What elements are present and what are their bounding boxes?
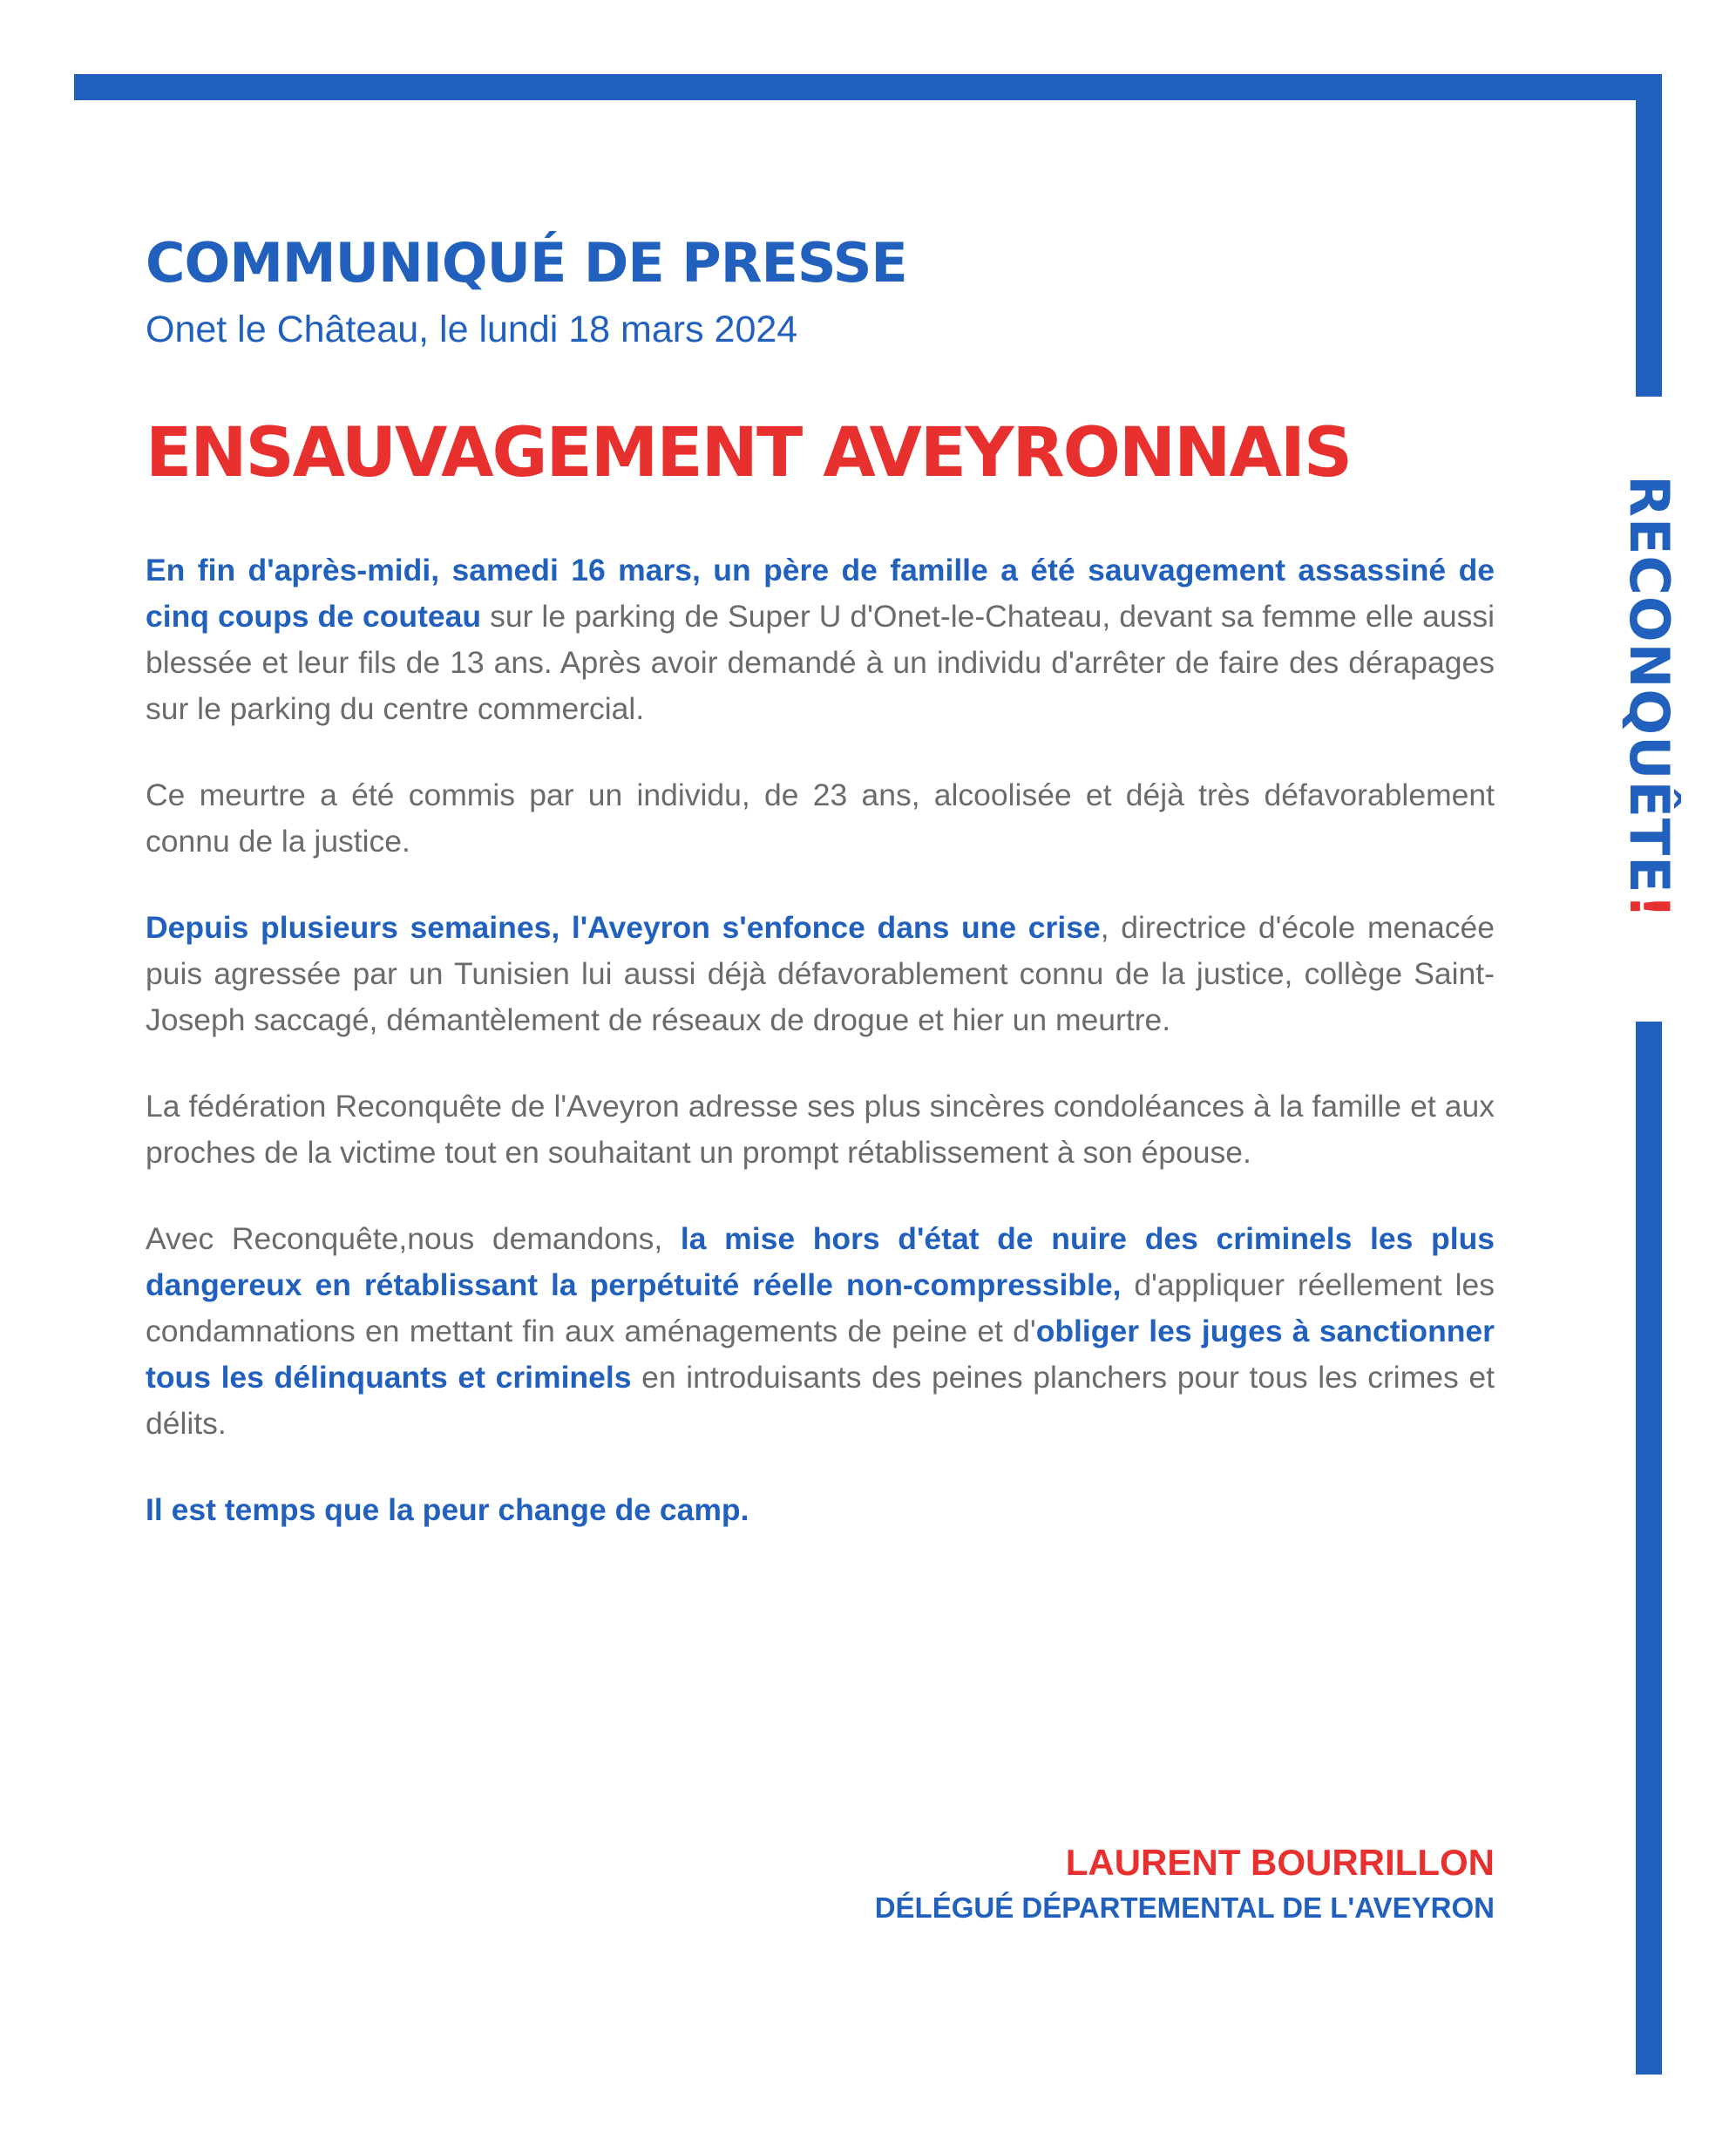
- frame-top-bar: [74, 74, 1662, 100]
- paragraph-5-emphasis-2: obliger les juges à sanctionner tous les délinquants et criminels: [146, 1314, 1495, 1395]
- headline: ENSAUVAGEMENT AVEYRONNAIS: [146, 414, 1352, 492]
- paragraph-4: [146, 1083, 1495, 1176]
- paragraph-1: [146, 547, 1495, 732]
- signatory-title: DÉLÉGUÉ DÉPARTEMENTAL DE L'AVEYRON: [874, 1891, 1495, 1925]
- signatory-name: LAURENT BOURRILLON: [1065, 1842, 1495, 1883]
- paragraph-5-emphasis-1: la mise hors d'état de nuire des criminels les plus dangereux en rétablissant la perpétuité réelle non-compressible,: [146, 1221, 1495, 1302]
- paragraph-5-text-1: Avec Reconquête,nous demandons,: [146, 1221, 681, 1256]
- paragraph-4-text: La fédération Reconquête de l'Aveyron adresse ses plus sincères condoléances à la famille et aux proches de la victime tout en souhaitant un prompt rétablissement à son épouse.: [146, 1089, 1495, 1170]
- paragraph-5-text-3: en introduisants des peines planchers pour tous les crimes et délits.: [146, 1360, 1495, 1441]
- paragraph-2-text: Ce meurtre a été commis par un individu, de 23 ans, alcoolisée et déjà très défavorablement connu de la justice.: [146, 778, 1495, 859]
- logo-exclamation-mark: !: [1617, 893, 1681, 920]
- press-release-body: [146, 547, 1495, 1573]
- paragraph-5: [146, 1216, 1495, 1447]
- frame-right-bar-upper: [1636, 74, 1662, 397]
- dateline: Onet le Château, le lundi 18 mars 2024: [146, 309, 798, 350]
- paragraph-3-emphasis: Depuis plusieurs semaines, l'Aveyron s'enfonce dans une crise: [146, 910, 1101, 945]
- paragraph-3: [146, 905, 1495, 1043]
- paragraph-6: [146, 1487, 1495, 1533]
- reconquete-logo: [1617, 475, 1681, 920]
- logo-text: RECONQUÊTE: [1617, 475, 1681, 894]
- closing-statement: Il est temps que la peur change de camp.: [146, 1492, 749, 1527]
- paragraph-1-text: sur le parking de Super U d'Onet-le-Chateau, devant sa femme elle aussi blessée et leur fils de 13 ans. Après avoir demandé à un individu d'arrêter de faire des dérapages sur le parking du centre commercial.: [146, 599, 1495, 726]
- paragraph-3-text: , directrice d'école menacée puis agressée par un Tunisien lui aussi déjà défavorablement connu de la justice, collège Saint-Joseph saccagé, démantèlement de réseaux de drogue et hier un meurtre.: [146, 910, 1495, 1037]
- document-kicker: COMMUNIQUÉ DE PRESSE: [146, 231, 907, 295]
- paragraph-5-text-2: d'appliquer réellement les condamnations en mettant fin aux aménagements de peine et d': [146, 1267, 1495, 1348]
- signature-block: [875, 1841, 1495, 1929]
- paragraph-1-emphasis: En fin d'après-midi, samedi 16 mars, un père de famille a été sauvagement assassiné de cinq coups de couteau: [146, 553, 1495, 634]
- paragraph-2: [146, 772, 1495, 865]
- frame-right-bar-lower: [1636, 1022, 1662, 2075]
